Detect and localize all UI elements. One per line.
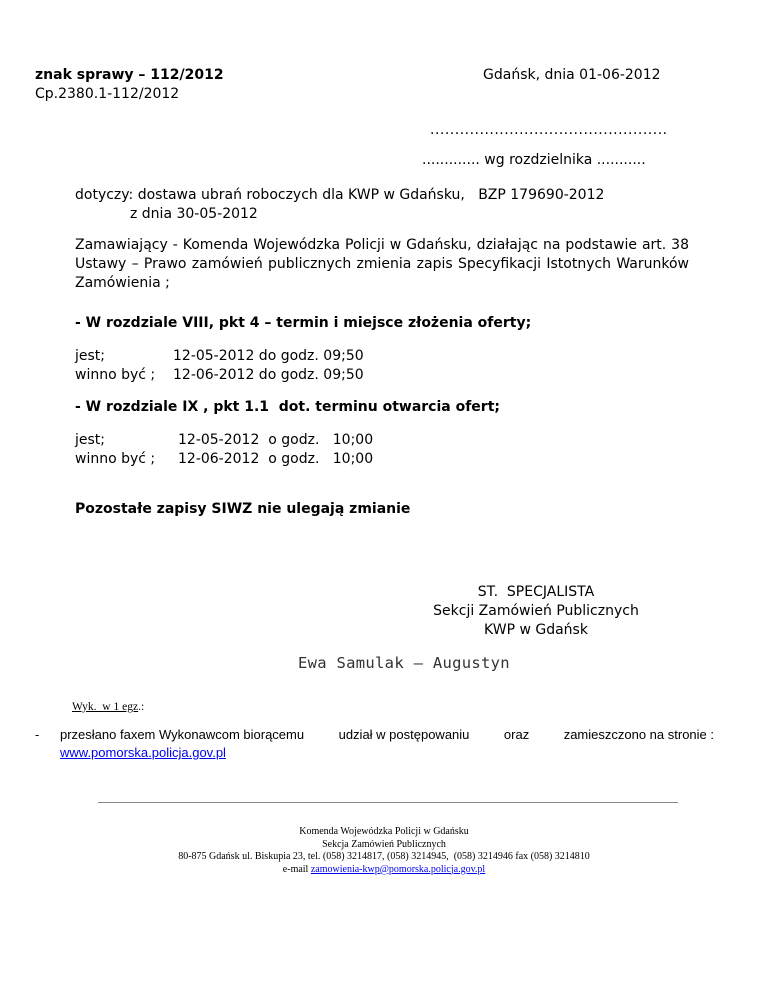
distribution-word: udział w postępowaniu (338, 727, 470, 742)
row-label: winno być ; (75, 367, 156, 383)
subject (75, 186, 604, 224)
footer (0, 826, 768, 876)
copies-label: Wyk. w 1 egz (72, 701, 139, 713)
place-date: Gdańsk, dnia 01-06-2012 (483, 67, 661, 83)
table-row (75, 450, 500, 469)
row-label: jest; (75, 432, 106, 448)
subject-line-1: dotyczy: dostawa ubrań roboczych dla KWP w Gdańsku, BZP 179690-2012 (75, 187, 605, 203)
copies-suffix: .: (138, 701, 145, 713)
row-value: 12-06-2012 do godz. 09;50 (173, 367, 364, 383)
footer-line-3: 80-875 Gdańsk ul. Biskupia 23, tel. (058) 3214817, (058) 3214945, (058) 3214946 fax (058) 3214810 (178, 851, 590, 862)
subject-line-2: z dnia 30-05-2012 (130, 206, 258, 222)
copies-note (72, 701, 144, 713)
distribution-word: zamieszczono na stronie : (563, 727, 714, 742)
addressee-dots: ................................................ (430, 122, 668, 138)
footer-email-link[interactable]: zamowienia-kwp@pomorska.policja.gov.pl (310, 863, 486, 875)
case-label: znak sprawy – 112/2012 (35, 67, 224, 83)
signature-org: KWP w Gdańsk (484, 622, 588, 638)
row-value: 12-05-2012 o godz. 10;00 (178, 432, 374, 448)
section-chapter-8 (75, 314, 531, 385)
row-label: winno być ; (75, 451, 156, 467)
footer-email-prefix: e-mail (282, 863, 311, 875)
website-link[interactable]: www.pomorska.policja.gov.pl (60, 745, 226, 760)
bullet-dash: - (35, 727, 40, 742)
signatory-name: Ewa Samulak – Augustyn (298, 654, 510, 672)
intro-paragraph: Zamawiający - Komenda Wojewódzka Policji w Gdańsku, działając na podstawie art. 38 Ustawy – Prawo zamówień publicznych zmienia zapis Specyfikacji Istotnych Warunków Zamówienia ; (75, 237, 689, 291)
row-label: jest; (75, 348, 106, 364)
footer-divider (98, 802, 678, 803)
table-row (75, 347, 531, 366)
table-row (75, 366, 531, 385)
row-value: 12-05-2012 do godz. 09;50 (173, 348, 364, 364)
row-value: 12-06-2012 o godz. 10;00 (178, 451, 374, 467)
final-note: Pozostałe zapisy SIWZ nie ulegają zmianie (75, 501, 411, 517)
section-title: - W rozdziale VIII, pkt 4 – termin i miejsce złożenia oferty; (75, 315, 532, 331)
table-row (75, 431, 500, 450)
signature-unit: Sekcji Zamówień Publicznych (433, 603, 639, 619)
distribution-line: ............. wg rozdzielnika ........... (422, 152, 646, 168)
case-code: Cp.2380.1-112/2012 (35, 86, 180, 102)
signature-title: ST. SPECJALISTA (477, 584, 595, 600)
footer-line-2: Sekcja Zamówień Publicznych (322, 838, 446, 850)
section-title: - W rozdziale IX , pkt 1.1 dot. terminu otwarcia ofert; (75, 399, 500, 415)
footer-line-1: Komenda Wojewódzka Policji w Gdańsku (299, 826, 469, 837)
case-number (35, 66, 224, 104)
distribution-word: oraz (503, 727, 530, 742)
signature-block (420, 583, 652, 640)
section-chapter-9 (75, 398, 500, 469)
distribution-word: przesłano faxem Wykonawcom biorącemu (60, 727, 305, 742)
